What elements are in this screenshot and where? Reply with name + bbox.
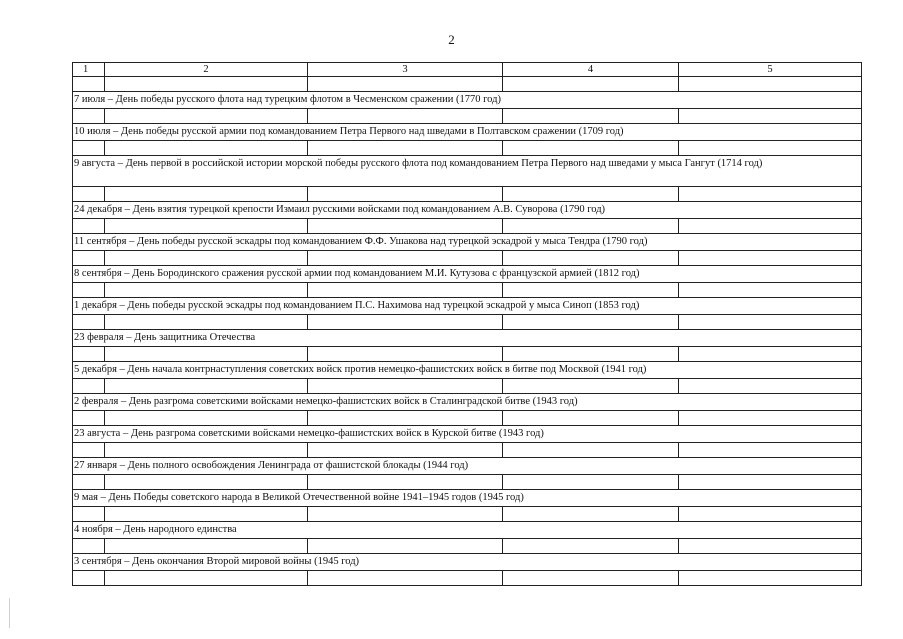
empty-cell bbox=[679, 77, 862, 92]
empty-cell bbox=[105, 109, 308, 124]
table-spacer-row bbox=[73, 141, 862, 156]
column-header-5: 5 bbox=[679, 63, 862, 77]
empty-cell bbox=[73, 443, 105, 458]
table-header-row bbox=[73, 63, 862, 77]
table-spacer-row bbox=[73, 187, 862, 202]
empty-cell bbox=[503, 411, 679, 426]
empty-cell bbox=[503, 379, 679, 394]
empty-cell bbox=[503, 283, 679, 298]
empty-cell bbox=[308, 539, 503, 554]
empty-cell bbox=[73, 141, 105, 156]
empty-cell bbox=[73, 507, 105, 522]
empty-cell bbox=[679, 315, 862, 330]
empty-cell bbox=[105, 411, 308, 426]
empty-cell bbox=[105, 507, 308, 522]
empty-cell bbox=[503, 539, 679, 554]
empty-cell bbox=[73, 219, 105, 234]
empty-cell bbox=[679, 443, 862, 458]
event-row bbox=[73, 234, 862, 251]
empty-cell bbox=[308, 219, 503, 234]
empty-cell bbox=[503, 315, 679, 330]
empty-cell bbox=[308, 315, 503, 330]
empty-cell bbox=[679, 283, 862, 298]
empty-cell bbox=[503, 141, 679, 156]
empty-cell bbox=[679, 571, 862, 586]
event-text: 4 ноября – День народного единства bbox=[73, 522, 862, 539]
empty-cell bbox=[308, 109, 503, 124]
event-row bbox=[73, 298, 862, 315]
empty-cell bbox=[308, 187, 503, 202]
empty-cell bbox=[679, 539, 862, 554]
days-of-military-glory-table-container bbox=[72, 62, 861, 586]
empty-cell bbox=[105, 219, 308, 234]
empty-cell bbox=[73, 347, 105, 362]
event-text: 10 июля – День победы русской армии под командованием Петра Первого над шведами в Полтавском сражении (1709 год) bbox=[73, 124, 862, 141]
empty-cell bbox=[73, 475, 105, 490]
event-text: 9 августа – День первой в российской истории морской победы русского флота под командованием Петра Первого над шведами у мыса Гангут (1714 год) bbox=[73, 156, 862, 187]
empty-cell bbox=[308, 283, 503, 298]
event-text: 24 декабря – День взятия турецкой крепости Измаил русскими войсками под командованием А.В. Суворова (1790 год) bbox=[73, 202, 862, 219]
empty-cell bbox=[503, 251, 679, 266]
event-row bbox=[73, 92, 862, 109]
event-row bbox=[73, 554, 862, 571]
event-row bbox=[73, 330, 862, 347]
empty-cell bbox=[308, 141, 503, 156]
event-row bbox=[73, 156, 862, 187]
event-text: 5 декабря – День начала контрнаступления советских войск против немецко-фашистских войск в битве под Москвой (1941 год) bbox=[73, 362, 862, 379]
table-spacer-row bbox=[73, 251, 862, 266]
empty-cell bbox=[105, 141, 308, 156]
empty-cell bbox=[679, 379, 862, 394]
event-text: 11 сентября – День победы русской эскадры под командованием Ф.Ф. Ушакова над турецкой эскадрой у мыса Тендра (1790 год) bbox=[73, 234, 862, 251]
empty-cell bbox=[73, 539, 105, 554]
empty-cell bbox=[308, 571, 503, 586]
column-header-3: 3 bbox=[308, 63, 503, 77]
table-spacer-row bbox=[73, 283, 862, 298]
empty-cell bbox=[105, 475, 308, 490]
empty-cell bbox=[503, 507, 679, 522]
empty-cell bbox=[73, 283, 105, 298]
empty-cell bbox=[308, 411, 503, 426]
empty-cell bbox=[503, 109, 679, 124]
empty-cell bbox=[73, 411, 105, 426]
empty-cell bbox=[679, 347, 862, 362]
event-text: 3 сентября – День окончания Второй мировой войны (1945 год) bbox=[73, 554, 862, 571]
empty-cell bbox=[308, 251, 503, 266]
empty-cell bbox=[308, 443, 503, 458]
empty-cell bbox=[308, 507, 503, 522]
event-row bbox=[73, 458, 862, 475]
empty-cell bbox=[679, 187, 862, 202]
event-row bbox=[73, 202, 862, 219]
empty-cell bbox=[73, 571, 105, 586]
empty-cell bbox=[679, 109, 862, 124]
empty-cell bbox=[503, 443, 679, 458]
empty-cell bbox=[105, 571, 308, 586]
empty-cell bbox=[73, 251, 105, 266]
column-header-4: 4 bbox=[503, 63, 679, 77]
empty-cell bbox=[308, 77, 503, 92]
empty-cell bbox=[503, 219, 679, 234]
empty-cell bbox=[503, 571, 679, 586]
event-text: 1 декабря – День победы русской эскадры под командованием П.С. Нахимова над турецкой эскадрой у мыса Синоп (1853 год) bbox=[73, 298, 862, 315]
empty-cell bbox=[105, 77, 308, 92]
column-header-1: 1 bbox=[73, 63, 105, 77]
table-spacer-row bbox=[73, 443, 862, 458]
empty-cell bbox=[308, 379, 503, 394]
empty-cell bbox=[503, 475, 679, 490]
scan-margin-line bbox=[9, 598, 10, 628]
event-text: 2 февраля – День разгрома советскими войсками немецко-фашистских войск в Сталинградской битве (1943 год) bbox=[73, 394, 862, 411]
table-spacer-row bbox=[73, 411, 862, 426]
empty-cell bbox=[105, 347, 308, 362]
table-spacer-row bbox=[73, 475, 862, 490]
empty-cell bbox=[73, 187, 105, 202]
empty-cell bbox=[503, 77, 679, 92]
event-row bbox=[73, 522, 862, 539]
table-spacer-row bbox=[73, 109, 862, 124]
empty-cell bbox=[679, 251, 862, 266]
days-of-military-glory-table bbox=[72, 62, 862, 586]
event-text: 27 января – День полного освобождения Ленинграда от фашистской блокады (1944 год) bbox=[73, 458, 862, 475]
page-number: 2 bbox=[448, 32, 455, 47]
event-text: 9 мая – День Победы советского народа в Великой Отечественной войне 1941–1945 годов (1945 год) bbox=[73, 490, 862, 507]
empty-cell bbox=[308, 347, 503, 362]
table-spacer-row bbox=[73, 571, 862, 586]
event-row bbox=[73, 266, 862, 283]
table-spacer-row bbox=[73, 539, 862, 554]
table-spacer-row bbox=[73, 507, 862, 522]
empty-cell bbox=[105, 379, 308, 394]
empty-cell bbox=[679, 219, 862, 234]
table-body bbox=[73, 63, 862, 586]
event-row bbox=[73, 426, 862, 443]
event-text: 7 июля – День победы русского флота над турецким флотом в Чесменском сражении (1770 год) bbox=[73, 92, 862, 109]
table-spacer-row bbox=[73, 219, 862, 234]
empty-cell bbox=[503, 187, 679, 202]
empty-cell bbox=[679, 507, 862, 522]
empty-cell bbox=[503, 347, 679, 362]
event-row bbox=[73, 362, 862, 379]
event-text: 8 сентября – День Бородинского сражения русской армии под командованием М.И. Кутузова с французской армией (1812 год) bbox=[73, 266, 862, 283]
empty-cell bbox=[73, 379, 105, 394]
table-spacer-row bbox=[73, 379, 862, 394]
empty-cell bbox=[679, 411, 862, 426]
empty-cell bbox=[73, 109, 105, 124]
empty-cell bbox=[105, 283, 308, 298]
column-header-2: 2 bbox=[105, 63, 308, 77]
event-row bbox=[73, 124, 862, 141]
empty-cell bbox=[105, 187, 308, 202]
table-spacer-row bbox=[73, 347, 862, 362]
table-spacer-row bbox=[73, 77, 862, 92]
table-spacer-row bbox=[73, 315, 862, 330]
event-text: 23 августа – День разгрома советскими войсками немецко-фашистских войск в Курской битве (1943 год) bbox=[73, 426, 862, 443]
empty-cell bbox=[105, 443, 308, 458]
empty-cell bbox=[679, 141, 862, 156]
empty-cell bbox=[105, 251, 308, 266]
empty-cell bbox=[679, 475, 862, 490]
empty-cell bbox=[105, 315, 308, 330]
empty-cell bbox=[308, 475, 503, 490]
empty-cell bbox=[73, 315, 105, 330]
event-text: 23 февраля – День защитника Отечества bbox=[73, 330, 862, 347]
empty-cell bbox=[73, 77, 105, 92]
empty-cell bbox=[105, 539, 308, 554]
event-row bbox=[73, 394, 862, 411]
event-row bbox=[73, 490, 862, 507]
